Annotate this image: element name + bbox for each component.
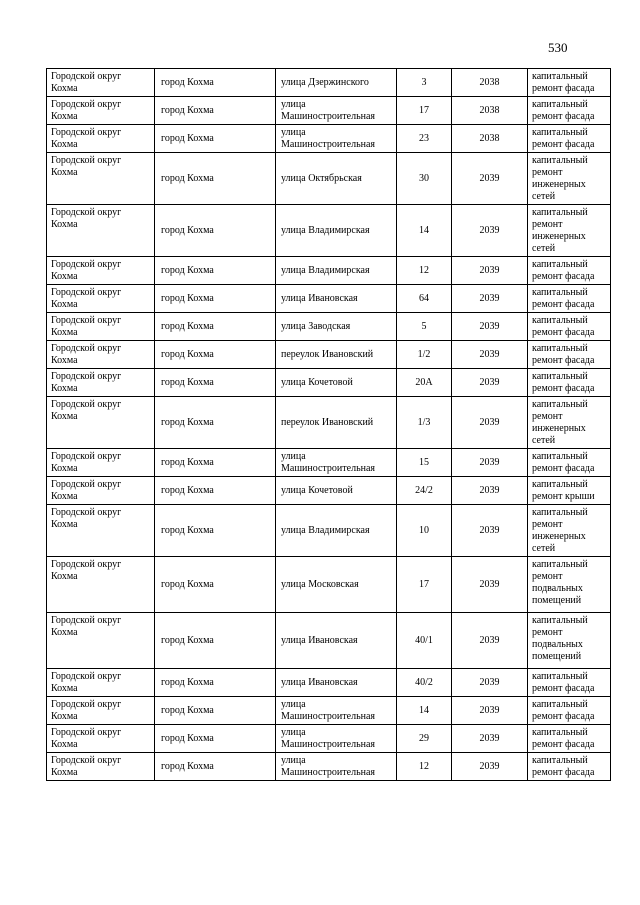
district-cell: Городской округ Кохма — [47, 125, 155, 153]
table-row — [47, 505, 611, 557]
district-cell: Городской округ Кохма — [47, 725, 155, 753]
street-cell: улица Ивановская — [276, 613, 397, 669]
house-cell: 12 — [397, 753, 452, 781]
district-cell: Городской округ Кохма — [47, 505, 155, 557]
street-cell: улица Машиностроительная — [276, 725, 397, 753]
table-row — [47, 69, 611, 97]
city-cell: город Кохма — [155, 669, 276, 697]
table-row — [47, 341, 611, 369]
work-type-cell: капитальный ремонт фасада — [528, 97, 611, 125]
house-cell: 5 — [397, 313, 452, 341]
house-cell: 1/2 — [397, 341, 452, 369]
house-cell: 15 — [397, 449, 452, 477]
work-type-cell: капитальный ремонт фасада — [528, 257, 611, 285]
house-cell: 64 — [397, 285, 452, 313]
city-cell: город Кохма — [155, 449, 276, 477]
work-type-cell: капитальный ремонт фасада — [528, 341, 611, 369]
table-row — [47, 669, 611, 697]
table-row — [47, 313, 611, 341]
year-cell: 2039 — [452, 341, 528, 369]
table-body — [47, 69, 611, 781]
street-cell: улица Машиностроительная — [276, 697, 397, 725]
work-type-cell: капитальный ремонт фасада — [528, 313, 611, 341]
city-cell: город Кохма — [155, 257, 276, 285]
district-cell: Городской округ Кохма — [47, 449, 155, 477]
city-cell: город Кохма — [155, 69, 276, 97]
house-cell: 12 — [397, 257, 452, 285]
table-row — [47, 753, 611, 781]
district-cell: Городской округ Кохма — [47, 257, 155, 285]
table-row — [47, 697, 611, 725]
year-cell: 2039 — [452, 397, 528, 449]
table-row — [47, 397, 611, 449]
district-cell: Городской округ Кохма — [47, 313, 155, 341]
street-cell: переулок Ивановский — [276, 397, 397, 449]
table-row — [47, 449, 611, 477]
work-type-cell: капитальный ремонт фасада — [528, 753, 611, 781]
table-row — [47, 153, 611, 205]
district-cell: Городской округ Кохма — [47, 369, 155, 397]
city-cell: город Кохма — [155, 613, 276, 669]
district-cell: Городской округ Кохма — [47, 753, 155, 781]
year-cell: 2039 — [452, 477, 528, 505]
street-cell: улица Заводская — [276, 313, 397, 341]
house-cell: 40/2 — [397, 669, 452, 697]
city-cell: город Кохма — [155, 369, 276, 397]
table-row — [47, 257, 611, 285]
street-cell: улица Ивановская — [276, 669, 397, 697]
house-cell: 17 — [397, 557, 452, 613]
city-cell: город Кохма — [155, 725, 276, 753]
year-cell: 2039 — [452, 153, 528, 205]
work-type-cell: капитальный ремонт крыши — [528, 477, 611, 505]
year-cell: 2039 — [452, 257, 528, 285]
city-cell: город Кохма — [155, 125, 276, 153]
city-cell: город Кохма — [155, 477, 276, 505]
district-cell: Городской округ Кохма — [47, 341, 155, 369]
year-cell: 2038 — [452, 97, 528, 125]
city-cell: город Кохма — [155, 697, 276, 725]
house-cell: 23 — [397, 125, 452, 153]
year-cell: 2039 — [452, 613, 528, 669]
house-cell: 10 — [397, 505, 452, 557]
table-row — [47, 725, 611, 753]
work-type-cell: капитальный ремонт фасада — [528, 449, 611, 477]
work-type-cell: капитальный ремонт инженерных сетей — [528, 505, 611, 557]
house-cell: 30 — [397, 153, 452, 205]
year-cell: 2039 — [452, 557, 528, 613]
table-row — [47, 477, 611, 505]
year-cell: 2038 — [452, 125, 528, 153]
district-cell: Городской округ Кохма — [47, 285, 155, 313]
district-cell: Городской округ Кохма — [47, 697, 155, 725]
year-cell: 2039 — [452, 753, 528, 781]
work-type-cell: капитальный ремонт инженерных сетей — [528, 397, 611, 449]
district-cell: Городской округ Кохма — [47, 153, 155, 205]
year-cell: 2039 — [452, 285, 528, 313]
work-type-cell: капитальный ремонт фасада — [528, 285, 611, 313]
year-cell: 2039 — [452, 697, 528, 725]
work-type-cell: капитальный ремонт подвальных помещений — [528, 557, 611, 613]
work-type-cell: капитальный ремонт фасада — [528, 725, 611, 753]
district-cell: Городской округ Кохма — [47, 669, 155, 697]
work-type-cell: капитальный ремонт фасада — [528, 697, 611, 725]
city-cell: город Кохма — [155, 97, 276, 125]
city-cell: город Кохма — [155, 505, 276, 557]
district-cell: Городской округ Кохма — [47, 97, 155, 125]
house-cell: 17 — [397, 97, 452, 125]
district-cell: Городской округ Кохма — [47, 205, 155, 257]
city-cell: город Кохма — [155, 313, 276, 341]
page-number: 530 — [548, 40, 568, 55]
street-cell: улица Кочетовой — [276, 477, 397, 505]
city-cell: город Кохма — [155, 153, 276, 205]
district-cell: Городской округ Кохма — [47, 613, 155, 669]
table-row — [47, 369, 611, 397]
city-cell: город Кохма — [155, 557, 276, 613]
repair-schedule-table — [46, 68, 611, 781]
street-cell: улица Кочетовой — [276, 369, 397, 397]
house-cell: 3 — [397, 69, 452, 97]
city-cell: город Кохма — [155, 205, 276, 257]
house-cell: 14 — [397, 697, 452, 725]
work-type-cell: капитальный ремонт подвальных помещений — [528, 613, 611, 669]
work-type-cell: капитальный ремонт фасада — [528, 369, 611, 397]
street-cell: улица Владимирская — [276, 257, 397, 285]
house-cell: 40/1 — [397, 613, 452, 669]
district-cell: Городской округ Кохма — [47, 477, 155, 505]
house-cell: 29 — [397, 725, 452, 753]
table-row — [47, 125, 611, 153]
street-cell: улица Машиностроительная — [276, 97, 397, 125]
street-cell: улица Владимирская — [276, 205, 397, 257]
street-cell: улица Московская — [276, 557, 397, 613]
house-cell: 24/2 — [397, 477, 452, 505]
city-cell: город Кохма — [155, 285, 276, 313]
table-row — [47, 205, 611, 257]
year-cell: 2039 — [452, 669, 528, 697]
work-type-cell: капитальный ремонт фасада — [528, 669, 611, 697]
house-cell: 1/3 — [397, 397, 452, 449]
district-cell: Городской округ Кохма — [47, 557, 155, 613]
street-cell: улица Машиностроительная — [276, 449, 397, 477]
work-type-cell: капитальный ремонт фасада — [528, 125, 611, 153]
year-cell: 2039 — [452, 313, 528, 341]
work-type-cell: капитальный ремонт фасада — [528, 69, 611, 97]
district-cell: Городской округ Кохма — [47, 397, 155, 449]
street-cell: улица Машиностроительная — [276, 753, 397, 781]
house-cell: 20А — [397, 369, 452, 397]
street-cell: переулок Ивановский — [276, 341, 397, 369]
city-cell: город Кохма — [155, 753, 276, 781]
street-cell: улица Октябрьская — [276, 153, 397, 205]
year-cell: 2039 — [452, 449, 528, 477]
city-cell: город Кохма — [155, 397, 276, 449]
table-row — [47, 285, 611, 313]
year-cell: 2039 — [452, 725, 528, 753]
district-cell: Городской округ Кохма — [47, 69, 155, 97]
year-cell: 2039 — [452, 369, 528, 397]
city-cell: город Кохма — [155, 341, 276, 369]
work-type-cell: капитальный ремонт инженерных сетей — [528, 205, 611, 257]
table-row — [47, 97, 611, 125]
year-cell: 2039 — [452, 205, 528, 257]
street-cell: улица Ивановская — [276, 285, 397, 313]
work-type-cell: капитальный ремонт инженерных сетей — [528, 153, 611, 205]
year-cell: 2039 — [452, 505, 528, 557]
street-cell: улица Дзержинского — [276, 69, 397, 97]
table-row — [47, 613, 611, 669]
street-cell: улица Машиностроительная — [276, 125, 397, 153]
street-cell: улица Владимирская — [276, 505, 397, 557]
year-cell: 2038 — [452, 69, 528, 97]
table-row — [47, 557, 611, 613]
house-cell: 14 — [397, 205, 452, 257]
